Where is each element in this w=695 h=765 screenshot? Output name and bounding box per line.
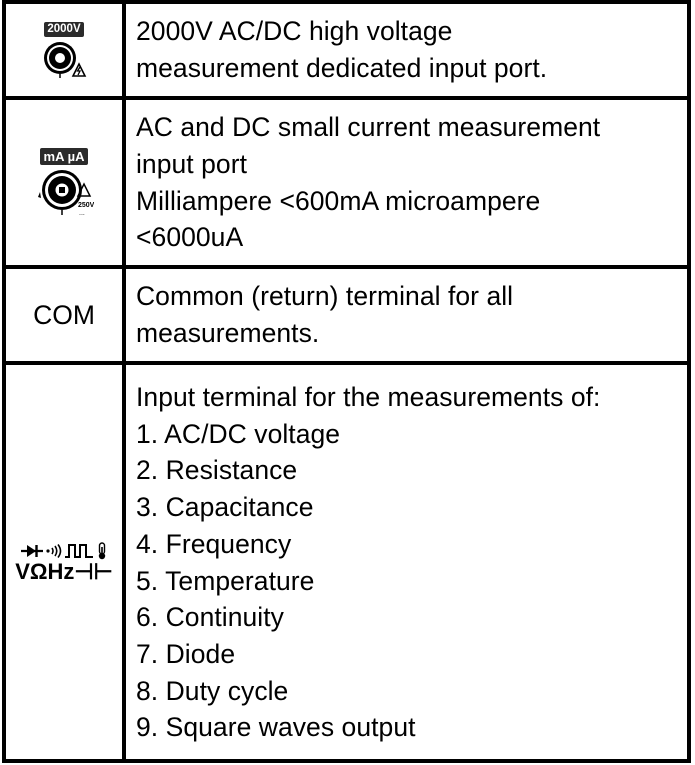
description-line: input port — [136, 148, 247, 179]
list-item: 7. Diode — [136, 638, 236, 669]
terminal-table — [2, 0, 691, 763]
description-line: AC and DC small current measurement — [136, 112, 601, 143]
list-item: 2. Resistance — [136, 455, 298, 486]
com-label: COM — [33, 299, 95, 330]
table-row-v-ohm-hz — [6, 365, 687, 760]
list-item: 6. Continuity — [136, 602, 284, 633]
list-item: 5. Temperature — [136, 565, 315, 596]
high-voltage-jack-icon — [41, 22, 87, 78]
table-row-ma-ua — [6, 100, 687, 269]
description-cell — [126, 365, 687, 760]
description-cell — [126, 4, 687, 96]
table-row-2000v — [6, 4, 687, 100]
terminal-cell — [6, 100, 126, 265]
v-ohm-hz-capacitor-label: VΩHz⊣⊢ — [15, 558, 113, 584]
list-item: 9. Square waves output — [136, 712, 416, 743]
description-line: measurement dedicated input port. — [136, 53, 548, 83]
terminal-cell — [6, 269, 126, 361]
description-line: Milliampere <600mA microampere — [136, 185, 541, 216]
list-item: 1. AC/DC voltage — [136, 418, 341, 449]
jack-label: 2000V — [44, 22, 83, 37]
continuity-icon — [45, 544, 63, 558]
description-line: Common (return) terminal for all — [136, 281, 514, 312]
description-line: <6000uA — [136, 222, 244, 253]
description-line: 2000V AC/DC high voltage — [136, 16, 453, 47]
terminal-cell — [6, 4, 126, 96]
jack-label: mA µA — [40, 148, 89, 165]
description-cell — [126, 269, 687, 361]
current-jack-icon — [34, 148, 94, 218]
square-wave-icon — [65, 544, 95, 558]
description-line: Input terminal for the measurements of: — [136, 381, 601, 412]
svg-text:250V: 250V — [78, 201, 94, 209]
list-item: 8. Duty cycle — [136, 675, 289, 706]
list-item: 4. Frequency — [136, 528, 292, 559]
table-row-com — [6, 269, 687, 365]
terminal-cell — [6, 365, 126, 760]
svg-text:...: ... — [79, 209, 85, 217]
thermometer-icon — [97, 542, 107, 560]
diode-icon — [21, 544, 43, 558]
description-line: measurements. — [136, 318, 320, 348]
list-item: 3. Capacitance — [136, 492, 314, 523]
description-cell — [126, 100, 687, 265]
multi-function-terminal-symbols — [15, 542, 113, 584]
